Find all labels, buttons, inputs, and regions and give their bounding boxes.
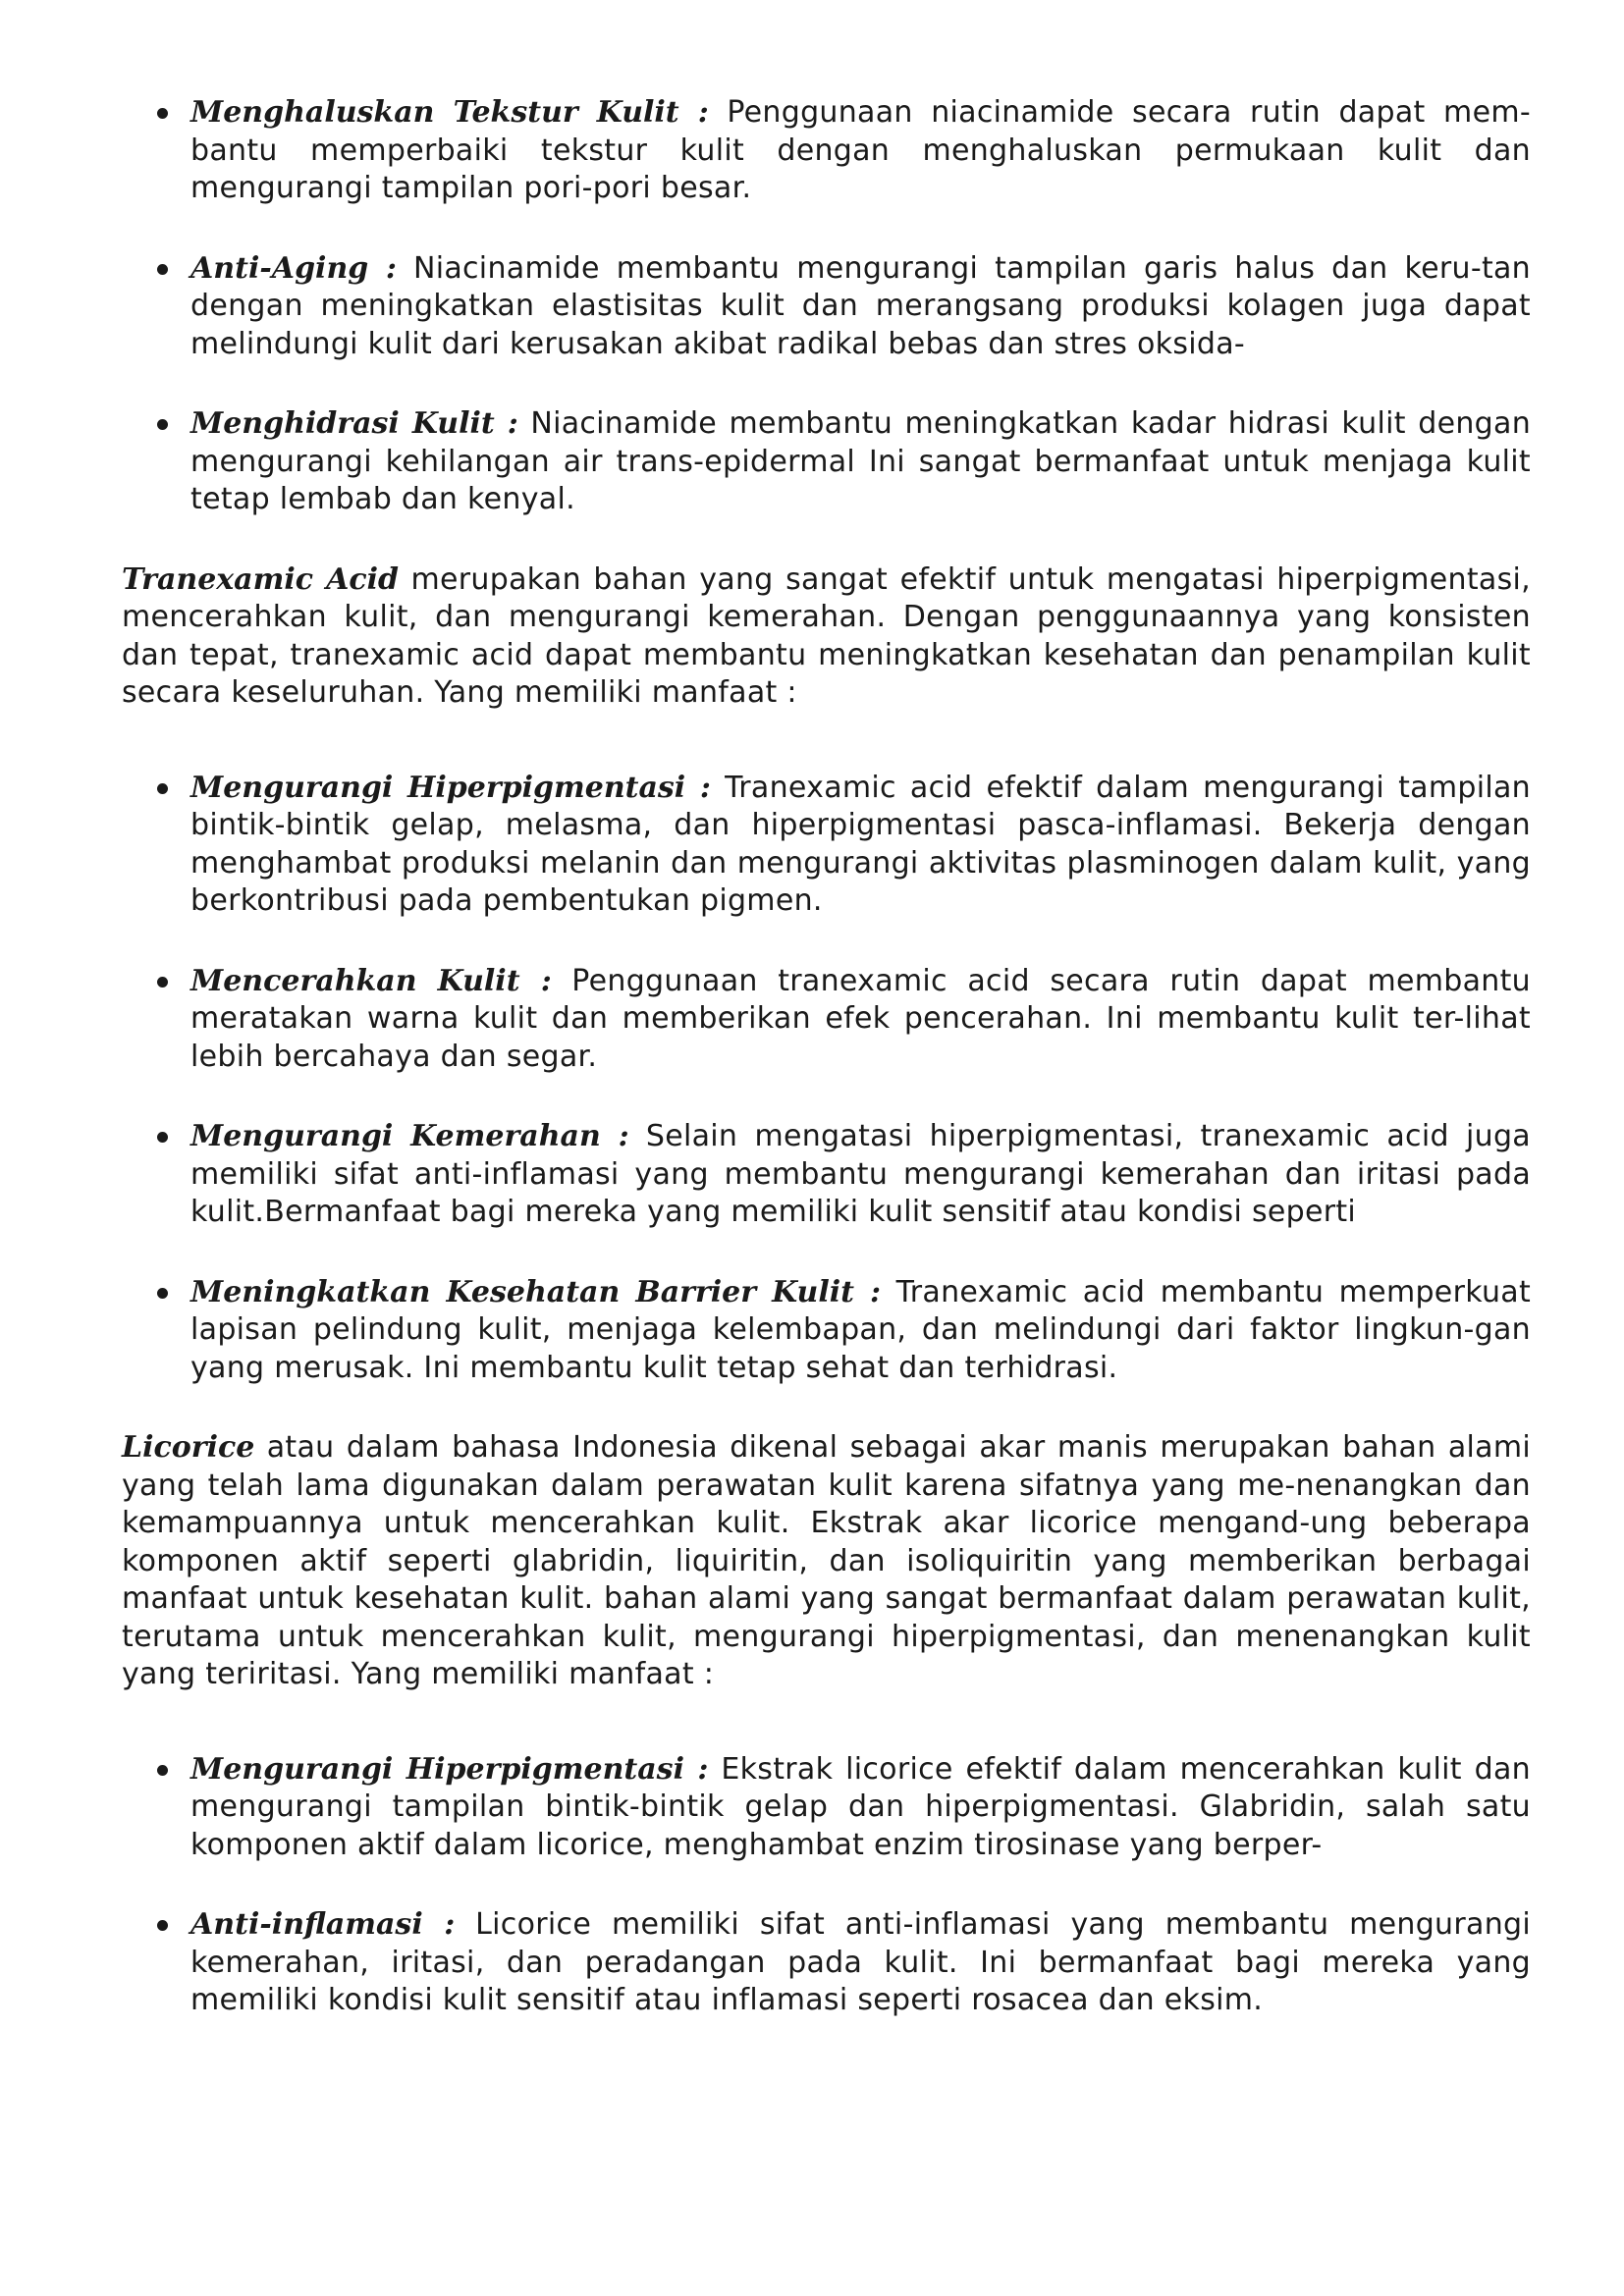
list-item <box>122 963 1531 1077</box>
benefit-term: Meningkatkan Kesehatan Barrier Kulit : <box>190 1274 882 1309</box>
ingredient-name: Licorice <box>122 1430 255 1465</box>
bullet-icon <box>157 977 168 988</box>
benefit-text: Tranexamic acid efektif dalam mengurangi tampilan bintik-bintik gelap, melasma, dan hiperpigmentasi pasca-inflamasi. Bekerja dengan menghambat produksi melanin dan mengurangi aktivitas plasminogen dalam kulit, yang berkontribusi pada pembentukan pigmen. <box>190 770 1531 918</box>
benefit-term: Menghaluskan Tekstur Kulit : <box>190 95 709 130</box>
list-item <box>122 405 1531 519</box>
bullet-icon <box>157 1920 168 1931</box>
bullet-icon <box>157 1288 168 1299</box>
benefit-term: Mencerahkan Kulit : <box>190 963 552 998</box>
benefit-text: Niacinamide membantu mengurangi tampilan garis halus dan keru-tan dengan meningkatkan elastisitas kulit dan merangsang produksi kolagen juga dapat melindungi kulit dari kerusakan akibat radikal bebas dan stres oksida- <box>190 250 1531 361</box>
bullet-icon <box>157 419 168 430</box>
benefit-term: Anti-Aging : <box>190 250 397 286</box>
niacinamide-benefits-list <box>122 94 1531 519</box>
bullet-icon <box>157 1765 168 1776</box>
ingredient-name: Tranexamic Acid <box>122 561 400 597</box>
list-item <box>122 1751 1531 1865</box>
benefit-term: Menghidrasi Kulit : <box>190 406 518 441</box>
bullet-icon <box>157 264 168 275</box>
benefit-term: Anti-inflamasi : <box>190 1907 456 1942</box>
list-item <box>122 94 1531 208</box>
document-page <box>122 94 1531 2020</box>
tranexamic-benefits-list <box>122 770 1531 1388</box>
list-item <box>122 250 1531 364</box>
benefit-text: Tranexamic acid membantu memperkuat lapisan pelindung kulit, menjaga kelembapan, dan melindungi dari faktor lingkun-gan yang merusak. Ini membantu kulit tetap sehat dan terhidrasi. <box>190 1274 1532 1385</box>
bullet-icon <box>157 1132 168 1143</box>
list-item <box>122 1274 1531 1388</box>
benefit-text: Penggunaan niacinamide secara rutin dapat mem-bantu memperbaiki tekstur kulit dengan menghaluskan permukaan kulit dan mengurangi tampilan pori-pori besar. <box>190 95 1531 205</box>
bullet-icon <box>157 783 168 794</box>
benefit-text: Penggunaan tranexamic acid secara rutin dapat membantu meratakan warna kulit dan memberikan efek pencerahan. Ini membantu kulit ter-lihat lebih bercahaya dan segar. <box>190 963 1531 1074</box>
list-item <box>122 1906 1531 2020</box>
benefit-text: Licorice memiliki sifat anti-inflamasi yang membantu mengurangi kemerahan, iritasi, dan peradangan pada kulit. Ini bermanfaat bagi mereka yang memiliki kondisi kulit sensitif atau inflamasi seperti rosacea dan eksim. <box>190 1907 1531 2017</box>
benefit-term: Mengurangi Hiperpigmentasi : <box>190 1751 709 1787</box>
benefit-term: Mengurangi Kemerahan : <box>190 1119 629 1153</box>
list-item <box>122 770 1531 921</box>
paragraph-text: atau dalam bahasa Indonesia dikenal sebagai akar manis merupakan bahan alami yang telah lama digunakan dalam perawatan kulit karena sifatnya yang me-nenangkan dan kemampuannya untuk mencerahkan kulit. Ekstrak akar licorice mengand-ung beberapa komponen aktif seperti glabridin, liquiritin, dan isoliquiritin yang memberikan berbagai manfaat untuk kesehatan kulit. bahan alami yang sangat bermanfaat dalam perawatan kulit, terutama untuk mencerahkan kulit, mengurangi hiperpigmentasi, dan menenangkan kulit yang teriritasi. Yang memiliki manfaat : <box>122 1430 1531 1691</box>
benefit-text: Selain mengatasi hiperpigmentasi, tranexamic acid juga memiliki sifat anti-inflamasi yang membantu mengurangi kemerahan dan iritasi pada kulit.Bermanfaat bagi mereka yang memiliki kulit sensitif atau kondisi seperti <box>190 1119 1531 1229</box>
licorice-benefits-list <box>122 1751 1531 2020</box>
benefit-text: Niacinamide membantu meningkatkan kadar hidrasi kulit dengan mengurangi kehilangan air trans-epidermal Ini sangat bermanfaat untuk menjaga kulit tetap lembab dan kenyal. <box>190 406 1532 516</box>
bullet-icon <box>157 108 168 119</box>
licorice-intro-paragraph <box>122 1429 1531 1694</box>
benefit-text: Ekstrak licorice efektif dalam mencerahkan kulit dan mengurangi tampilan bintik-bintik gelap dan hiperpigmentasi. Glabridin, salah satu komponen aktif dalam licorice, menghambat enzim tirosinase yang berper- <box>190 1751 1531 1862</box>
paragraph-text: merupakan bahan yang sangat efektif untuk mengatasi hiperpigmentasi, mencerahkan kulit, dan mengurangi kemerahan. Dengan penggunaannya yang konsisten dan tepat, tranexamic acid dapat membantu meningkatkan kesehatan dan penampilan kulit secara keseluruhan. Yang memiliki manfaat : <box>122 561 1531 710</box>
tranexamic-intro-paragraph <box>122 561 1531 713</box>
benefit-term: Mengurangi Hiperpigmentasi : <box>190 770 711 805</box>
list-item <box>122 1118 1531 1232</box>
